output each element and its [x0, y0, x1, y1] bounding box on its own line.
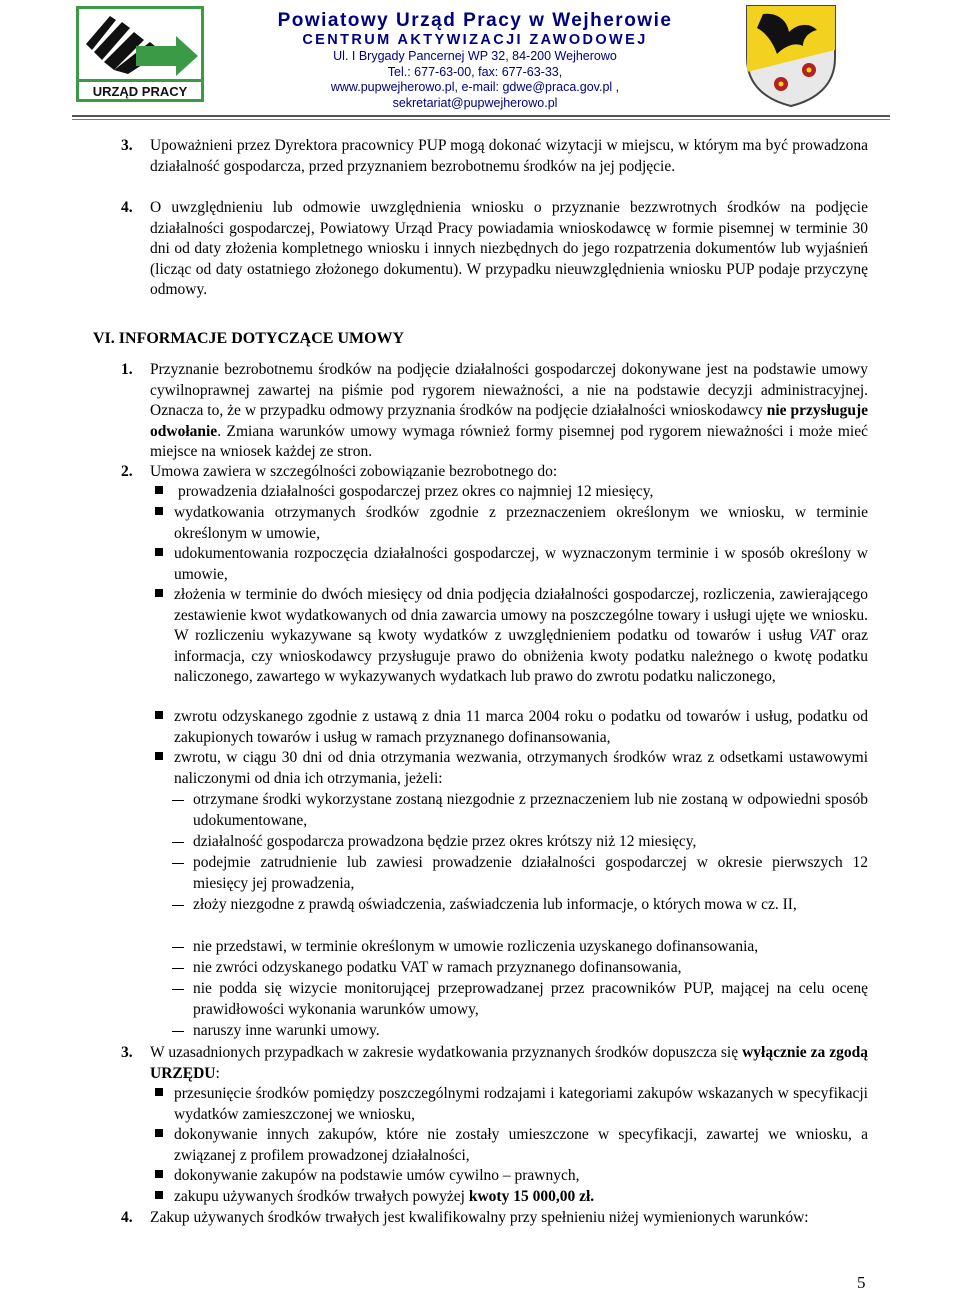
item-number: 4. [121, 1209, 133, 1226]
paragraph-contract-basis: Przyznanie bezrobotnemu środków na podjęcie działalności gospodarczej dokonywane jest na podstawie umowy cywilnoprawnej zawartej na piśmie pod rygorem nieważności, a nie na podstawie decyzji administracyjnej. Oznacza to, że w przypadku odmowy przyznania środków na podjęcie działalności wnioskodawcy nie przysługuje odwołanie. Zmiana warunków umowy wymaga również formy pisemnej pod rygorem nieważności i może mieć miejsce na wniosek każdej ze stron. [150, 361, 869, 460]
office-contact-block [230, 10, 720, 111]
sub-list-item: działalność gospodarcza prowadzona będzie przez okres krótszy niż 12 miesięcy, [193, 833, 697, 850]
sub-list-item: otrzymane środki wykorzystane zostaną niezgodnie z przeznaczeniem lub nie zostaną w odpowiedni sposób udokumentowane, [193, 791, 868, 829]
dash-marker [172, 905, 184, 906]
bullet-marker [155, 486, 163, 494]
bullet-marker [155, 711, 163, 719]
item-number: 1. [121, 361, 133, 378]
bullet-marker [155, 1170, 163, 1178]
paragraph-decision: O uwzględnieniu lub odmowie uwzględnienia wniosku o przyznanie bezzwrotnych środków na podjęcie działalności gospodarczej, Powiatowy Urząd Pracy powiadamia wnioskodawcę w formie pisemnej w terminie 30 dni od daty złożenia kompletnego wniosku i innych niezbędnych do jego rozpatrzenia dokumentów lub wyjaśnień (licząc od daty ostatniego złożonego dokumentu). W przypadku nieuwzględnienia wniosku PUP podaje przyczynę odmowy. [150, 199, 868, 298]
paragraph-exceptions-intro: W uzasadnionych przypadkach w zakresie wydatkowania przyznanych środków dopuszcza się wyłącznie za zgodą URZĘDU: [150, 1044, 868, 1082]
office-address: Ul. I Brygady Pancernej WP 32, 84-200 Wejherowo [333, 49, 617, 63]
list-item: złożenia w terminie do dwóch miesięcy od dnia podjęcia działalności gospodarczej, rozliczenia, zawierającego zestawienie kwot wydatkowanych od dnia zawarcia umowy na poszczególne towary i usługi ujęte we wniosku. W rozliczeniu wykazywane są kwoty wydatków z uwzględnieniem podatku od towarów i usług VAT oraz informacja, czy wnioskodawcy przysługuje prawo do obniżenia kwoty podatku należnego o kwotę podatku naliczonego, zawartego w wykazywanych wydatkach lub prawo do zwrotu podatku naliczonego, [174, 586, 868, 685]
page-header [0, 0, 960, 122]
header-divider [72, 115, 890, 117]
list-item: udokumentowania rozpoczęcia działalności gospodarczej, w wyznaczonym terminie i w sposób określony w umowie, [174, 545, 868, 583]
list-item: prowadzenia działalności gospodarczej przez okres co najmniej 12 miesięcy, [178, 483, 654, 500]
coat-of-arms [743, 2, 839, 108]
office-subtitle: CENTRUM AKTYWIZACJI ZAWODOWEJ [302, 32, 648, 48]
list-item: dokonywanie zakupów na podstawie umów cywilno – prawnych, [174, 1167, 580, 1184]
sub-list-item: nie przedstawi, w terminie określonym w umowie rozliczenia uzyskanego dofinansowania, [193, 938, 759, 955]
sub-list-item: nie podda się wizycie monitorującej przeprowadzanej przez pracowników PUP, mającej na celu ocenę prawidłowości wykonania warunków umowy, [193, 980, 868, 1018]
list-item: zwrotu, w ciągu 30 dni od dnia otrzymania wezwania, otrzymanych środków wraz z odsetkami ustawowymi naliczonymi od dnia ich otrzymania, jeżeli: [174, 749, 868, 787]
office-email: sekretariat@pupwejherowo.pl [392, 95, 558, 110]
list-item: zakupu używanych środków trwałych powyżej kwoty 15 000,00 zł. [174, 1188, 595, 1205]
item-number: 3. [121, 137, 133, 154]
sub-list-item: złoży niezgodne z prawdą oświadczenia, zaświadczenia lub informacje, o których mowa w cz. II, [193, 896, 797, 913]
office-web: www.pupwejherowo.pl, e-mail: gdwe@praca.gov.pl , [330, 80, 620, 94]
item-number: 3. [121, 1044, 133, 1061]
sub-list-item: naruszy inne warunki umowy. [193, 1022, 380, 1039]
page-number: 5 [857, 1273, 866, 1292]
sub-list-item: nie zwróci odzyskanego podatku VAT w ramach przyznanego dofinansowania, [193, 959, 682, 976]
item-number: 4. [121, 199, 133, 216]
bullet-marker [155, 1191, 163, 1199]
office-name: Powiatowy Urząd Pracy w Wejherowie [277, 10, 673, 31]
header-divider-thin [72, 119, 890, 120]
svg-text:URZĄD PRACY: URZĄD PRACY [92, 84, 188, 99]
office-phone: Tel.: 677-63-00, fax: 677-63-33, [387, 64, 563, 79]
urzad-pracy-logo [76, 6, 204, 102]
item-number: 2. [121, 463, 133, 480]
sub-list-item: podejmie zatrudnienie lub zawiesi prowadzenie działalności gospodarczej w okresie pierwszych 12 miesięcy jej prowadzenia, [193, 854, 868, 892]
bullet-marker [155, 507, 163, 515]
dash-marker [172, 863, 184, 864]
paragraph-inspection: Upoważnieni przez Dyrektora pracownicy PUP mogą dokonać wizytacji w miejscu, w którym ma być prowadzona działalność gospodarcza, przed przyznaniem bezrobotnemu środków na jej podjęcie. [150, 137, 868, 175]
bullet-marker [155, 589, 163, 597]
dash-marker [172, 968, 184, 969]
list-item: przesunięcie środków pomiędzy poszczególnymi rodzajami i kategoriami zakupów wskazanych w specyfikacji wydatków zamieszczonej we wniosku, [174, 1085, 868, 1123]
list-item: dokonywanie innych zakupów, które nie zostały umieszczone w specyfikacji, zawartej we wniosku, a związanej z profilem prowadzonej działalności, [174, 1126, 868, 1164]
list-item: wydatkowania otrzymanych środków zgodnie z przeznaczeniem określonym we wniosku, w terminie określonym w umowie, [174, 504, 868, 542]
dash-marker [172, 989, 184, 990]
dash-marker [172, 842, 184, 843]
bullet-marker [155, 548, 163, 556]
bullet-marker [155, 1088, 163, 1096]
list-item: zwrotu odzyskanego zgodnie z ustawą z dnia 11 marca 2004 roku o podatku od towarów i usług, podatku od zakupionych towarów i usług w ramach przyznanego dofinansowania, [174, 708, 868, 746]
paragraph-obligations-intro: Umowa zawiera w szczególności zobowiązanie bezrobotnego do: [150, 463, 558, 480]
dash-marker [172, 947, 184, 948]
paragraph-used-assets: Zakup używanych środków trwałych jest kwalifikowalny przy spełnieniu niżej wymienionych warunków: [150, 1209, 809, 1226]
bullet-marker [155, 752, 163, 760]
bullet-marker [155, 1129, 163, 1137]
dash-marker [172, 800, 184, 801]
section-title: VI. INFORMACJE DOTYCZĄCE UMOWY [93, 330, 405, 347]
dash-marker [172, 1031, 184, 1032]
